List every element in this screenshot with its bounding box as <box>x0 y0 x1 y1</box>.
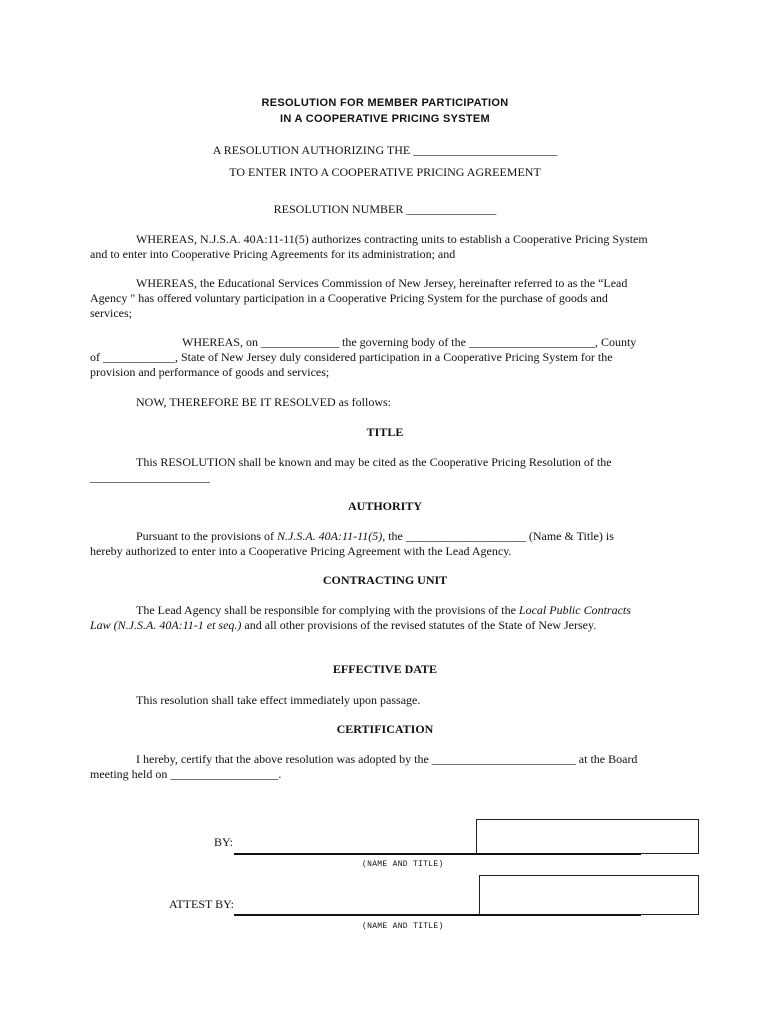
authority-line2: hereby authorized to enter into a Cooperative Pricing Agreement with the Lead Agency. <box>90 544 512 558</box>
whereas-paragraph-3 <box>90 335 676 380</box>
authority-paragraph <box>90 529 676 559</box>
section-heading-authority: AUTHORITY <box>347 499 422 513</box>
contracting-law-ref-1: Local Public Contracts <box>518 603 631 617</box>
certification-paragraph <box>90 752 676 782</box>
by-name-title-caption: (NAME AND TITLE) <box>362 860 444 869</box>
contracting-paragraph <box>90 603 676 633</box>
whereas3-line1: WHEREAS, on _____________ the governing body of the _____________________, County <box>182 335 637 349</box>
document-title-line2: IN A COOPERATIVE PRICING SYSTEM <box>280 113 490 125</box>
whereas2-line1: WHEREAS, the Educational Services Commission of New Jersey, hereinafter referred to as the “Lead <box>136 276 628 290</box>
attest-signature-box[interactable] <box>479 875 699 915</box>
resolved-paragraph <box>90 395 676 410</box>
resolved-text: NOW, THEREFORE BE IT RESOLVED as follows: <box>136 395 392 409</box>
title-paragraph <box>90 455 676 485</box>
by-signature-box[interactable] <box>476 819 699 854</box>
certification-line1: I hereby, certify that the above resolution was adopted by the ________________________ at the Board <box>136 752 638 766</box>
certification-line2: meeting held on __________________. <box>90 767 282 781</box>
contracting-line2-post: and all other provisions of the revised statutes of the State of New Jersey. <box>241 618 597 632</box>
whereas3-line2: of ____________, State of New Jersey duly considered participation in a Cooperative Pricing System for the <box>90 350 613 364</box>
resolution-authorizing-line: A RESOLUTION AUTHORIZING THE ________________________ <box>212 143 558 157</box>
section-heading-certification: CERTIFICATION <box>336 722 434 736</box>
whereas2-line2: Agency " has offered voluntary participation in a Cooperative Pricing System for the purchase of goods and <box>90 291 608 305</box>
resolution-enter-line: TO ENTER INTO A COOPERATIVE PRICING AGREEMENT <box>229 165 541 179</box>
whereas1-line2: and to enter into Cooperative Pricing Agreements for its administration; and <box>90 247 456 261</box>
document-title-line1: RESOLUTION FOR MEMBER PARTICIPATION <box>261 97 509 109</box>
section-heading-title: TITLE <box>366 425 404 439</box>
resolution-number-line: RESOLUTION NUMBER _______________ <box>273 202 497 216</box>
title-line2: ____________________ <box>90 470 210 484</box>
contracting-line1-pre: The Lead Agency shall be responsible for complying with the provisions of the <box>136 603 519 617</box>
authority-line1-pre: Pursuant to the provisions of <box>136 529 277 543</box>
whereas-paragraph-1 <box>90 232 676 262</box>
title-line1: This RESOLUTION shall be known and may be cited as the Cooperative Pricing Resolution of the <box>136 455 612 469</box>
effective-line1: This resolution shall take effect immediately upon passage. <box>136 693 421 707</box>
contracting-law-ref-2: Law (N.J.S.A. 40A:11-1 et seq.) <box>90 618 242 632</box>
attest-by-label: ATTEST BY: <box>169 897 235 911</box>
section-heading-effective-date: EFFECTIVE DATE <box>332 662 438 676</box>
section-heading-contracting-unit: CONTRACTING UNIT <box>322 573 448 587</box>
effective-paragraph <box>90 693 676 708</box>
by-label: BY: <box>214 835 233 849</box>
whereas1-line1: WHEREAS, N.J.S.A. 40A:11-11(5) authorizes contracting units to establish a Cooperative Pricing System <box>136 232 648 246</box>
attest-name-title-caption: (NAME AND TITLE) <box>362 922 444 931</box>
whereas2-line3: services; <box>90 306 132 320</box>
authority-line1-post: , the ____________________ (Name & Title) is <box>382 529 614 543</box>
whereas3-line3: provision and performance of goods and services; <box>90 365 330 379</box>
whereas-paragraph-2 <box>90 276 676 321</box>
by-signature-line <box>234 853 641 855</box>
attest-signature-line <box>234 914 641 916</box>
authority-statute-ref: N.J.S.A. 40A:11-11(5) <box>277 529 383 543</box>
